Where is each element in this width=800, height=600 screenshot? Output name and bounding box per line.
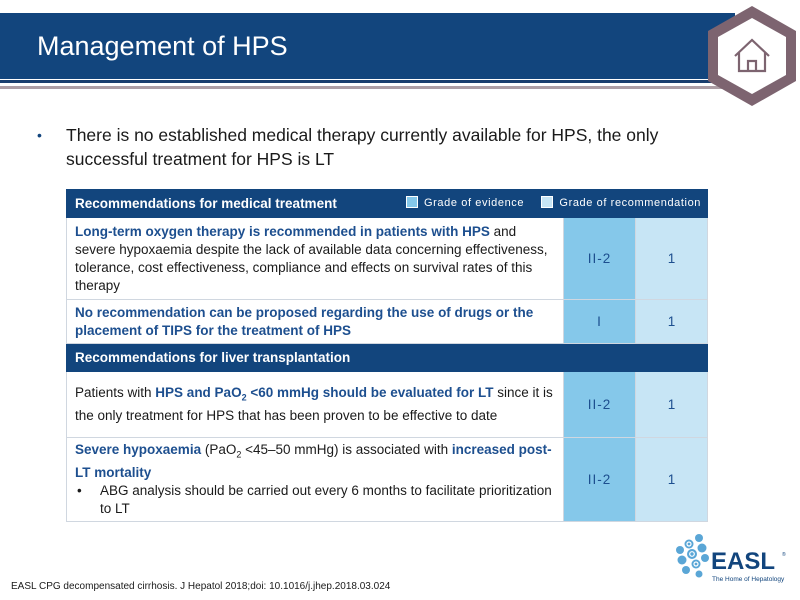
grade-of-evidence: II-2 bbox=[564, 218, 636, 300]
subscript: 2 bbox=[236, 449, 242, 460]
logo-trademark: ® bbox=[782, 552, 786, 558]
recommendation-swatch bbox=[541, 196, 553, 208]
recommendation-bold: Long-term oxygen therapy is recommended in patients with HPS bbox=[75, 223, 490, 239]
section-header-medical bbox=[67, 190, 708, 218]
home-icon[interactable] bbox=[704, 4, 800, 108]
title-bar-rule bbox=[0, 80, 735, 83]
title-bar-accent-rule bbox=[0, 86, 745, 89]
section-title-medical: Recommendations for medical treatment bbox=[75, 196, 337, 211]
text-bold-part: <60 mmHg should be evaluated for LT bbox=[246, 385, 494, 401]
logo-tagline: The Home of Hepatology bbox=[712, 576, 785, 583]
text-part: since it is the only treatment for HPS that has been proven to be effective to date bbox=[75, 385, 553, 423]
grade-of-evidence: II-2 bbox=[564, 438, 636, 522]
grade-of-recommendation: 1 bbox=[636, 438, 708, 522]
recommendation-statement bbox=[75, 441, 555, 482]
recommendation-text bbox=[67, 438, 564, 522]
text-part: (PaO bbox=[201, 442, 237, 458]
grade-of-recommendation: 1 bbox=[636, 218, 708, 300]
grade-of-evidence: II-2 bbox=[564, 372, 636, 438]
recommendation-bold: No recommendation can be proposed regarding the use of drugs or the placement of TIPS for the treatment of HPS bbox=[75, 304, 534, 338]
section-title-transplant: Recommendations for liver transplantation bbox=[67, 344, 708, 372]
text-part: Patients with bbox=[75, 385, 156, 401]
logo-wordmark: EASL bbox=[711, 548, 776, 575]
table-row bbox=[67, 218, 708, 300]
recommendation-rest: and severe hypoxaemia despite the lack of available data concerning effectiveness, tolerance, cost effectiveness, compliance and effects on survival rates of this therapy bbox=[75, 223, 548, 293]
text-bold-part: Severe hypoxaemia bbox=[75, 442, 202, 458]
legend-recommendation: Grade of recommendation bbox=[559, 197, 702, 209]
legend-grade: Grade of evidence bbox=[424, 197, 525, 209]
recommendation-text bbox=[67, 372, 564, 438]
grade-of-recommendation: 1 bbox=[636, 300, 708, 344]
sub-bullet bbox=[75, 482, 555, 518]
table-row bbox=[67, 438, 708, 522]
sub-bullet-dot: • bbox=[77, 482, 82, 498]
slide-title: Management of HPS bbox=[37, 31, 288, 61]
text-bold-part: HPS and PaO bbox=[155, 385, 242, 401]
table-row bbox=[67, 372, 708, 438]
grade-of-recommendation: 1 bbox=[636, 372, 708, 438]
table-row bbox=[67, 300, 708, 344]
recommendation-text bbox=[67, 300, 564, 344]
text-part: <45–50 mmHg) is associated with bbox=[241, 442, 452, 458]
bullet-text: There is no established medical therapy currently available for HPS, the only successful treatment for HPS is LT bbox=[66, 125, 659, 169]
recommendation-text bbox=[67, 218, 564, 300]
bullet-dot: • bbox=[37, 127, 42, 143]
grade-swatch bbox=[406, 196, 418, 208]
grade-of-evidence: I bbox=[564, 300, 636, 344]
section-header-transplant bbox=[67, 344, 708, 372]
citation: EASL CPG decompensated cirrhosis. J Hepatol 2018;doi: 10.1016/j.jhep.2018.03.024 bbox=[11, 581, 391, 592]
recommendations-table bbox=[66, 189, 708, 522]
text-bold-part: increased post-LT mortality bbox=[75, 442, 552, 480]
legend bbox=[406, 196, 701, 209]
sub-bullet-text: ABG analysis should be carried out every 6 months to facilitate prioritization to LT bbox=[100, 482, 552, 516]
subscript: 2 bbox=[241, 392, 247, 403]
